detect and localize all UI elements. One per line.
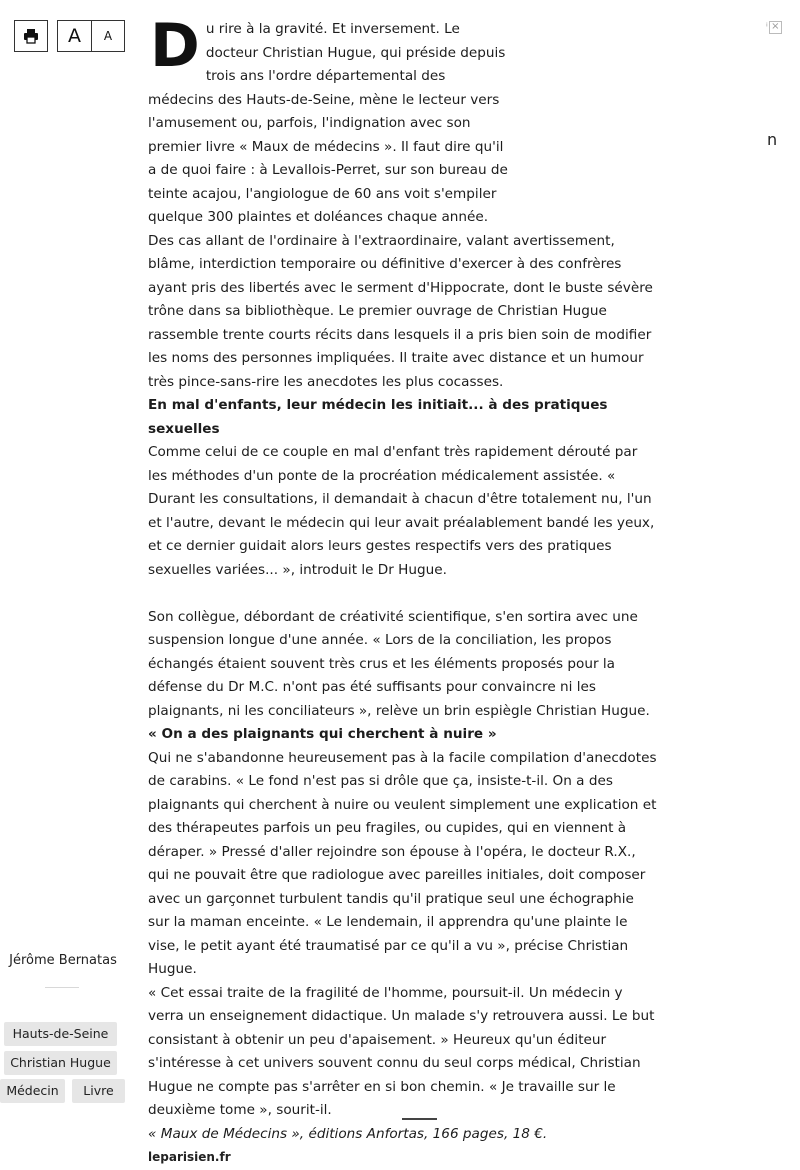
author-divider (45, 987, 79, 988)
tag-hauts-de-seine[interactable]: Hauts-de-Seine (4, 1022, 117, 1046)
article-toolbar (14, 20, 125, 52)
subheading-1: En mal d'enfants, leur médecin les initiait... à des pratiques sexuelles (148, 397, 608, 437)
side-text-fragment: n (767, 130, 778, 149)
tag-medecin[interactable]: Médecin (0, 1079, 65, 1103)
paragraph-5: « Cet essai traite de la fragilité de l'homme, poursuit-il. Un médecin y verra un enseignement didactique. Un malade s'y retrouvera aussi. Le but consistant à obtenir un peu d'apaisement. » Heureux qu'un éditeur s'intéresse à cet univers souvent connu du seul corps médical, Christian Hugue ne compte pas s'arrêter en si bon chemin. « Je travaille sur le deuxième tome », sourit-il. (148, 984, 655, 1118)
ad-close-control[interactable] (766, 20, 786, 34)
close-icon[interactable]: × (769, 21, 782, 34)
print-button[interactable] (14, 20, 48, 52)
source-link[interactable]: leparisien.fr (148, 1150, 231, 1164)
article-lead (148, 11, 508, 230)
bottom-divider (402, 1118, 437, 1120)
paragraph-4: Qui ne s'abandonne heureusement pas à la facile compilation d'anecdotes de carabins. « Le fond n'est pas si drôle que ça, insiste-t-il. On a des plaignants qui cherchent à nuire ou veulent simplement une explication et des thérapeutes parfois un peu fragiles, ou cupides, qui en viennent à déraper. » Pressé d'aller rejoindre son épouse à l'opéra, le docteur R.X., qui ne pouvait être que radiologue avec pareilles initiales, doit composer avec un garçonnet turbulent tandis qu'il pratique seul une échographie sur la maman enceinte. « Le lendemain, il apprendra qu'une plainte le vise, le petit ayant été traumatisé par ce qu'il a vu », précise Christian Hugue. (148, 749, 657, 977)
dropcap: D (150, 11, 200, 81)
book-credit: « Maux de Médecins », éditions Anfortas, 166 pages, 18 €. (148, 1125, 548, 1142)
paragraph-spacer (148, 582, 658, 606)
article-body (148, 11, 658, 1170)
subheading-2: « On a des plaignants qui cherchent à nuire » (148, 726, 497, 742)
author-name[interactable]: Jérôme Bernatas (9, 953, 117, 968)
tag-christian-hugue[interactable]: Christian Hugue (4, 1051, 117, 1075)
ad-info-icon: ⁱ (766, 21, 768, 33)
font-decrease-button[interactable]: A (91, 20, 125, 52)
paragraph-2: Comme celui de ce couple en mal d'enfant très rapidement dérouté par les méthodes d'un ponte de la procréation médicalement assistée. « Durant les consultations, il demandait à chacun d'être totalement nu, l'un et l'autre, devant le médecin qui leur avait préalablement bandé les yeux, et ce dernier guidait alors leurs gestes respectifs vers des pratiques sexuelles variées... », introduit le Dr Hugue. (148, 444, 655, 578)
paragraph-1: Des cas allant de l'ordinaire à l'extraordinaire, valant avertissement, blâme, interdiction temporaire ou définitive d'exercer à des confrères ayant pris des libertés avec le serment d'Hippocrate, dont le buste sévère trône dans sa bibliothèque. Le premier ouvrage de Christian Hugue rassemble trente courts récits dans lesquels il a pris bien soin de modifier les noms des personnes impliquées. Il traite avec distance et un humour très pince-sans-rire les anecdotes les plus cocasses. (148, 232, 653, 390)
font-increase-button[interactable]: A (57, 20, 91, 52)
lead-text: u rire à la gravité. Et inversement. Le docteur Christian Hugue, qui préside depuis trois ans l'ordre départemental des médecins des Hauts-de-Seine, mène le lecteur vers l'amusement ou, parfois, l'indignation avec son premier livre « Maux de médecins ». Il faut dire qu'il a de quoi faire : à Levallois-Perret, sur son bureau de teinte acajou, l'angiologue de 60 ans voit s'empiler quelque 300 plaintes et doléances chaque année. (148, 21, 508, 225)
printer-icon (23, 28, 39, 44)
paragraph-3: Son collègue, débordant de créativité scientifique, s'en sortira avec une suspension longue d'une année. « Lors de la conciliation, les propos échangés étaient souvent très crus et les éléments proposés pour la défense du Dr M.C. n'ont pas été suffisants pour convaincre ni les plaignants, ni les conciliateurs », relève un brin espiègle Christian Hugue. (148, 608, 650, 719)
tag-livre[interactable]: Livre (72, 1079, 125, 1103)
